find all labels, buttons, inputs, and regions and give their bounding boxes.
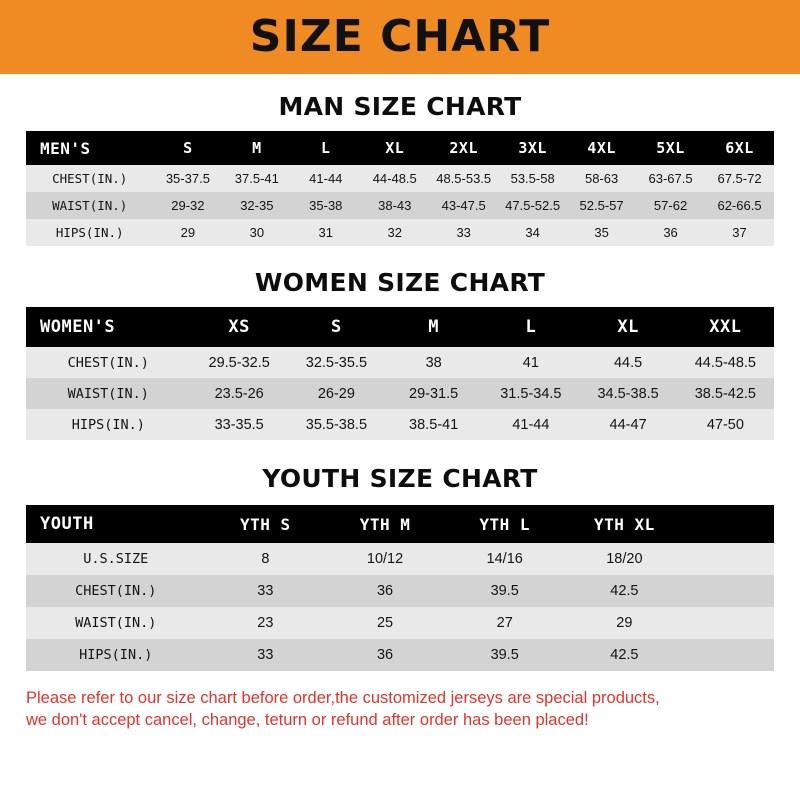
header-cell: YOUTH xyxy=(26,505,206,543)
header-cell: YTH M xyxy=(325,505,445,543)
header-cell: XL xyxy=(360,131,429,165)
row-label: WAIST(IN.) xyxy=(26,192,153,219)
header-cell: L xyxy=(291,131,360,165)
cell: 34 xyxy=(498,219,567,246)
cell: 23 xyxy=(206,607,326,639)
cell: 44-47 xyxy=(579,409,676,440)
row-label: U.S.SIZE xyxy=(26,543,206,575)
cell: 33 xyxy=(206,639,326,671)
women-section-title: WOMEN SIZE CHART xyxy=(254,268,546,297)
cell: 47-50 xyxy=(677,409,774,440)
cell: 10/12 xyxy=(325,543,445,575)
table-row xyxy=(26,607,774,639)
banner xyxy=(0,0,800,74)
cell: 36 xyxy=(325,575,445,607)
cell: 37 xyxy=(705,219,774,246)
header-cell: 5XL xyxy=(636,131,705,165)
header-cell: YTH S xyxy=(206,505,326,543)
row-label: WAIST(IN.) xyxy=(26,378,191,409)
header-cell: 2XL xyxy=(429,131,498,165)
cell: 52.5-57 xyxy=(567,192,636,219)
table-row xyxy=(26,378,774,409)
cell: 58-63 xyxy=(567,165,636,192)
row-label: HIPS(IN.) xyxy=(26,409,191,440)
youth-section-title: YOUTH SIZE CHART xyxy=(262,464,538,493)
cell: 36 xyxy=(636,219,705,246)
cell: 44.5-48.5 xyxy=(677,347,774,378)
cell: 41-44 xyxy=(482,409,579,440)
cell: 35-38 xyxy=(291,192,360,219)
man-section-title: MAN SIZE CHART xyxy=(278,92,522,121)
cell-spacer xyxy=(684,607,774,639)
cell: 23.5-26 xyxy=(191,378,288,409)
cell: 38.5-41 xyxy=(385,409,482,440)
header-cell: M xyxy=(385,307,482,347)
cell: 41-44 xyxy=(291,165,360,192)
header-cell: YTH L xyxy=(445,505,565,543)
banner-rail-left xyxy=(0,0,28,74)
cell: 44.5 xyxy=(579,347,676,378)
table-row xyxy=(26,219,774,246)
cell: 36 xyxy=(325,639,445,671)
header-cell: XXL xyxy=(677,307,774,347)
cell: 35.5-38.5 xyxy=(288,409,385,440)
header-cell: YTH XL xyxy=(565,505,685,543)
cell: 26-29 xyxy=(288,378,385,409)
row-label: CHEST(IN.) xyxy=(26,347,191,378)
cell: 29 xyxy=(565,607,685,639)
cell: 43-47.5 xyxy=(429,192,498,219)
header-cell: 3XL xyxy=(498,131,567,165)
cell: 32.5-35.5 xyxy=(288,347,385,378)
cell: 38-43 xyxy=(360,192,429,219)
table-header-row xyxy=(26,307,774,347)
cell-spacer xyxy=(684,543,774,575)
cell: 32 xyxy=(360,219,429,246)
banner-rail-right xyxy=(772,0,800,74)
content xyxy=(0,92,800,671)
banner-inner xyxy=(28,0,772,74)
man-size-table xyxy=(26,131,774,246)
table-row xyxy=(26,639,774,671)
row-label: HIPS(IN.) xyxy=(26,639,206,671)
table-row xyxy=(26,575,774,607)
header-cell: XL xyxy=(579,307,676,347)
youth-size-table xyxy=(26,505,774,671)
page-title: SIZE CHART xyxy=(249,11,551,62)
order-notice xyxy=(26,687,774,732)
cell: 27 xyxy=(445,607,565,639)
cell: 39.5 xyxy=(445,639,565,671)
table-row xyxy=(26,543,774,575)
cell: 29-32 xyxy=(153,192,222,219)
header-cell: MEN'S xyxy=(26,131,153,165)
header-cell: 6XL xyxy=(705,131,774,165)
cell: 37.5-41 xyxy=(222,165,291,192)
cell: 18/20 xyxy=(565,543,685,575)
cell: 62-66.5 xyxy=(705,192,774,219)
cell: 63-67.5 xyxy=(636,165,705,192)
row-label: WAIST(IN.) xyxy=(26,607,206,639)
cell: 30 xyxy=(222,219,291,246)
cell-spacer xyxy=(684,575,774,607)
row-label: CHEST(IN.) xyxy=(26,165,153,192)
cell: 53.5-58 xyxy=(498,165,567,192)
women-size-table xyxy=(26,307,774,440)
cell: 41 xyxy=(482,347,579,378)
cell: 67.5-72 xyxy=(705,165,774,192)
header-cell-spacer xyxy=(684,505,774,543)
cell-spacer xyxy=(684,639,774,671)
header-cell: S xyxy=(288,307,385,347)
notice-line-2: we don't accept cancel, change, teturn or refund after order has been placed! xyxy=(26,711,589,730)
cell: 33 xyxy=(206,575,326,607)
cell: 29-31.5 xyxy=(385,378,482,409)
table-row xyxy=(26,347,774,378)
header-cell: S xyxy=(153,131,222,165)
table-row xyxy=(26,165,774,192)
cell: 38.5-42.5 xyxy=(677,378,774,409)
cell: 33 xyxy=(429,219,498,246)
cell: 33-35.5 xyxy=(191,409,288,440)
table-row xyxy=(26,192,774,219)
cell: 42.5 xyxy=(565,575,685,607)
cell: 57-62 xyxy=(636,192,705,219)
header-cell: 4XL xyxy=(567,131,636,165)
header-cell: M xyxy=(222,131,291,165)
cell: 47.5-52.5 xyxy=(498,192,567,219)
header-cell: WOMEN'S xyxy=(26,307,191,347)
cell: 34.5-38.5 xyxy=(579,378,676,409)
cell: 32-35 xyxy=(222,192,291,219)
cell: 42.5 xyxy=(565,639,685,671)
cell: 25 xyxy=(325,607,445,639)
header-cell: L xyxy=(482,307,579,347)
row-label: HIPS(IN.) xyxy=(26,219,153,246)
cell: 14/16 xyxy=(445,543,565,575)
cell: 39.5 xyxy=(445,575,565,607)
cell: 8 xyxy=(206,543,326,575)
cell: 38 xyxy=(385,347,482,378)
cell: 35-37.5 xyxy=(153,165,222,192)
cell: 44-48.5 xyxy=(360,165,429,192)
cell: 31.5-34.5 xyxy=(482,378,579,409)
notice-line-1: Please refer to our size chart before order,the customized jerseys are special products, xyxy=(26,689,660,707)
row-label: CHEST(IN.) xyxy=(26,575,206,607)
cell: 48.5-53.5 xyxy=(429,165,498,192)
cell: 31 xyxy=(291,219,360,246)
cell: 29 xyxy=(153,219,222,246)
cell: 35 xyxy=(567,219,636,246)
header-cell: XS xyxy=(191,307,288,347)
cell: 29.5-32.5 xyxy=(191,347,288,378)
table-row xyxy=(26,409,774,440)
table-header-row xyxy=(26,505,774,543)
table-header-row xyxy=(26,131,774,165)
